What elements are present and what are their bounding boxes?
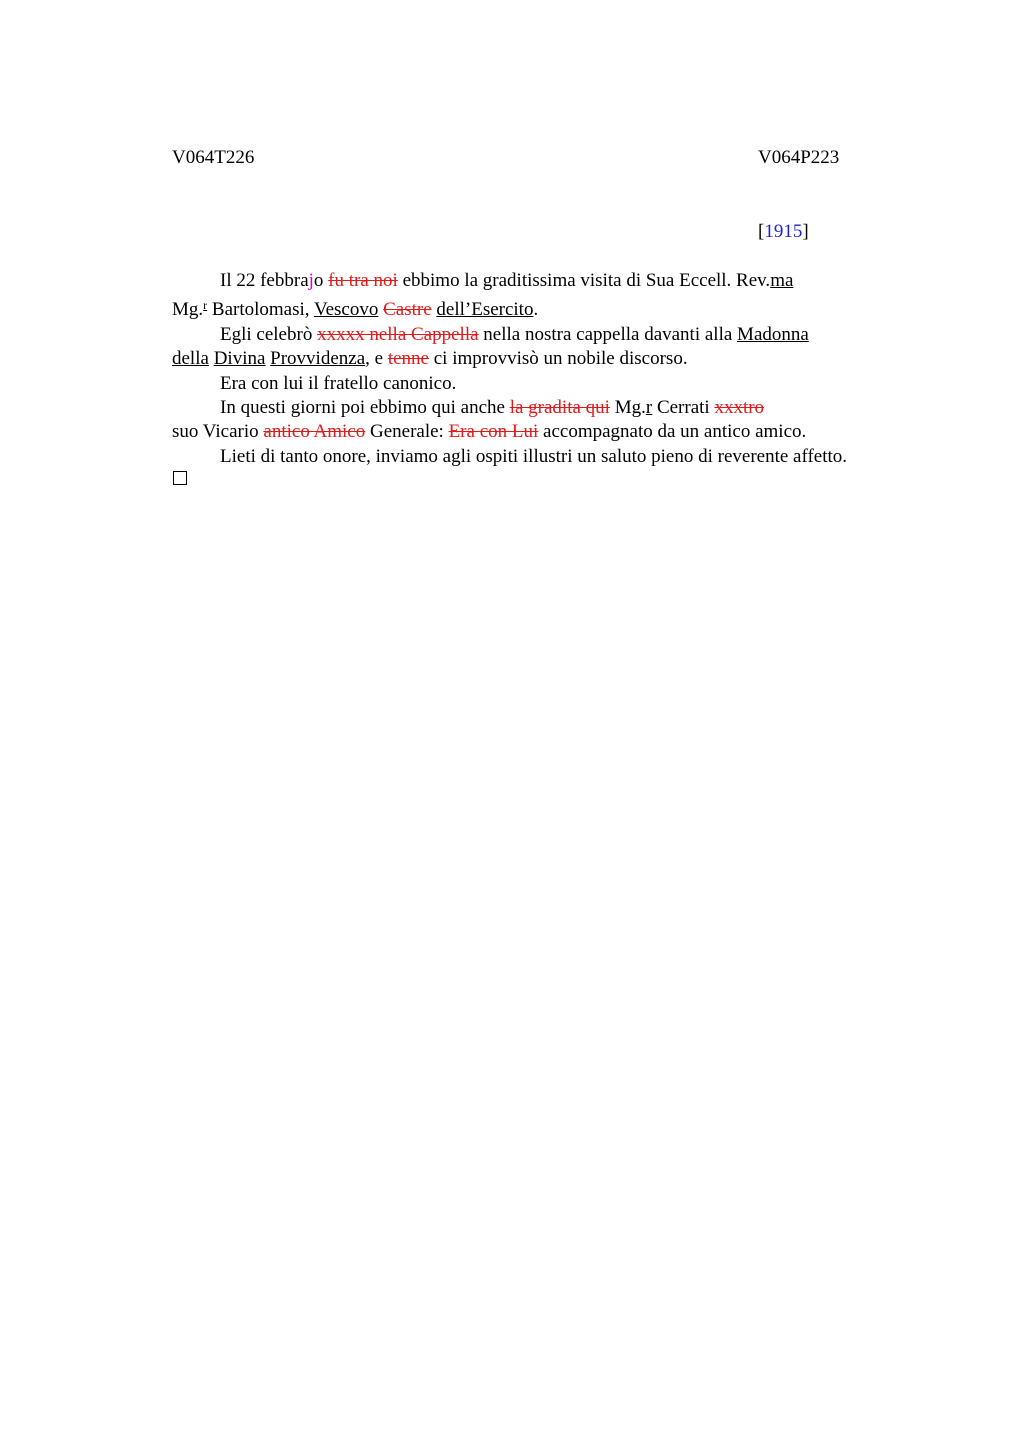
text-run: Lieti di tanto onore, inviamo agli ospiti illustri un saluto pieno di reverente affetto. [220,445,848,467]
deleted-text: antico Amico [263,421,366,443]
underlined-text: della [172,348,209,370]
underlined-text: dell’Esercito [436,299,534,321]
year-value: 1915 [764,221,803,242]
deleted-text: fu tra noi [328,270,398,291]
text-run: Era con lui il fratello canonico. [220,372,457,394]
deleted-text: Era con Lui [448,421,539,443]
document-body [172,269,912,469]
underlined-text: Divina [213,348,266,370]
underlined-text: r [645,397,653,419]
year-close-bracket: ] [802,221,809,242]
text-run: . [533,299,539,321]
deleted-text: la gradita qui [509,397,610,419]
superscript-text: r [203,298,208,313]
underlined-text: ma [770,270,794,291]
text-run: In questi giorni poi ebbimo qui anche [220,397,510,419]
text-run: , e [365,348,388,370]
paragraph-line-2 [172,293,912,322]
text-run: accompagnato da un antico amico. [538,421,807,443]
year-open-bracket: [ [758,221,765,242]
text-run: ebbimo la graditissima visita di Sua Eccell. Rev. [397,270,771,291]
paragraph-line-1 [172,269,912,293]
text-run: o [313,270,329,291]
text-run: ci improvvisò un nobile discorso. [428,348,688,370]
underlined-text: Provvidenza [270,348,366,370]
square-outline-icon [173,471,187,485]
text-run: Generale: [365,421,449,443]
document-code-right: V064P223 [758,147,840,168]
paragraph-line-7 [172,420,912,444]
text-run: Bartolomasi, [207,299,314,321]
year-annotation [758,220,809,244]
underlined-text: Madonna [737,323,809,345]
text-run: suo Vicario [172,421,264,443]
paragraph-line-3 [172,323,912,347]
deleted-text: tenne [387,348,429,370]
deleted-text: xxxxx nella Cappella [317,323,479,345]
text-run: Mg. [172,299,204,321]
text-run: Mg. [609,397,646,419]
text-run: nella nostra cappella davanti alla [478,323,738,345]
text-run: Il 22 febbra [220,270,309,291]
text-run: Cerrati [652,397,715,419]
deleted-text: xxxtro [714,397,765,419]
paragraph-line-4 [172,347,912,371]
underlined-text: Vescovo [313,299,379,321]
paragraph-line-8 [172,445,912,469]
deleted-text: Castre [383,299,432,321]
text-run: Egli celebrò [220,323,318,345]
paragraph-line-6 [172,396,912,420]
paragraph-line-5 [172,372,912,396]
document-code-left: V064T226 [172,147,255,168]
inserted-letter: j [308,270,314,291]
